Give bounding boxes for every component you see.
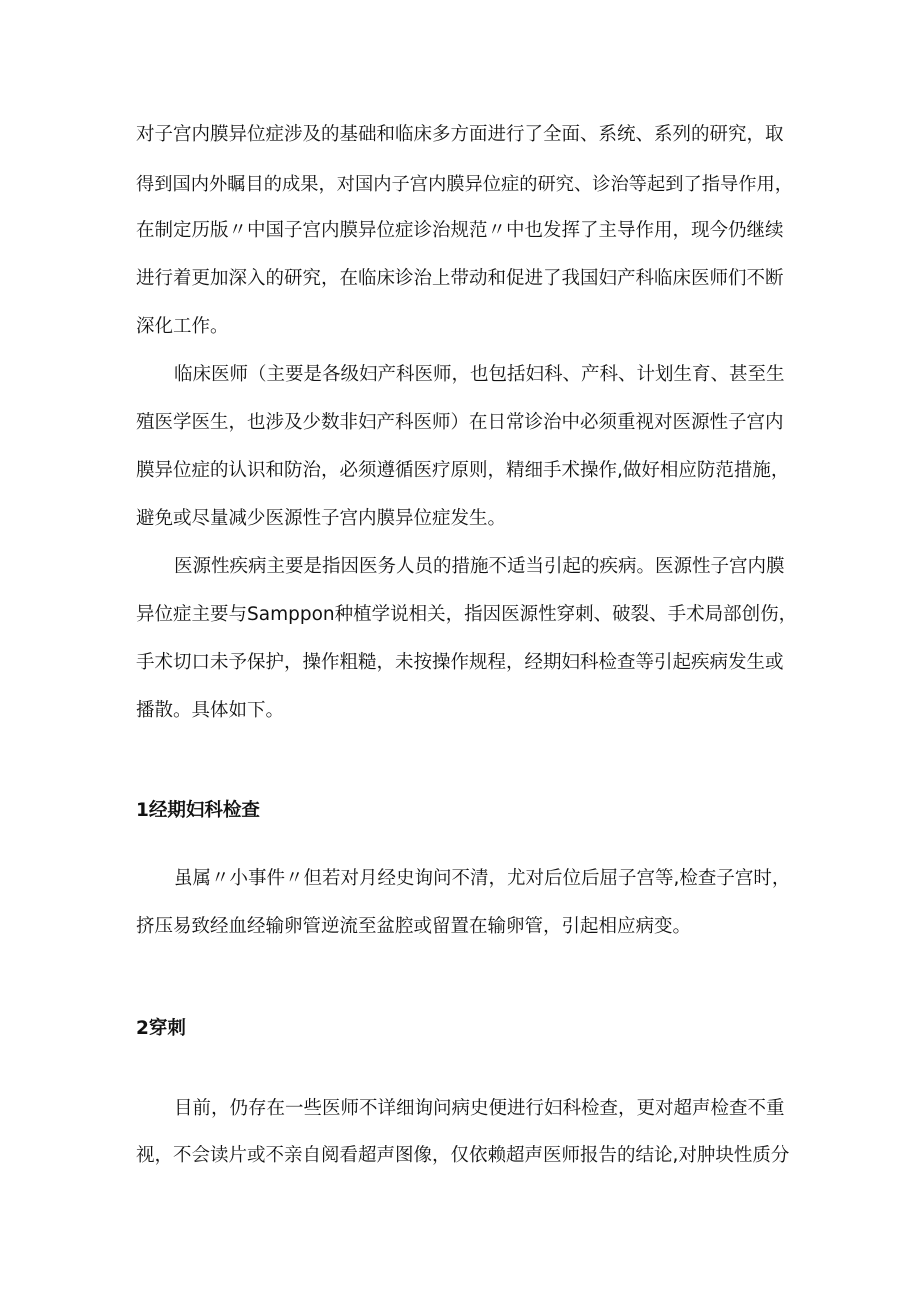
paragraph-line: 膜异位症的认识和防治，必须遵循医疗原则，精细手术操作,做好相应防范措施， (136, 460, 790, 481)
paragraph-line: 得到国内外瞩目的成果，对国内子宫内膜异位症的研究、诊治等起到了指导作用， (136, 174, 793, 195)
paragraph-line: 对子宫内膜异位症涉及的基础和临床多方面进行了全面、系统、系列的研究，取 (136, 124, 784, 145)
paragraph-line: 播散。具体如下。 (136, 700, 285, 721)
paragraph-line: 挤压易致经血经输卵管逆流至盆腔或留置在输卵管，引起相应病变。 (136, 916, 692, 937)
paragraph-line: 殖医学医生，也涉及少数非妇产科医师）在日常诊治中必须重视对医源性子宫内 (136, 412, 784, 433)
paragraph-line: 在制定历版〃中国子宫内膜异位症诊治规范〃中也发挥了主导作用，现今仍继续 (136, 220, 784, 241)
paragraph-line: 临床医师（主要是各级妇产科医师，也包括妇科、产科、计划生育、甚至生 (174, 364, 785, 385)
paragraph-line: 避免或尽量减少医源性子宫内膜异位症发生。 (136, 508, 507, 529)
paragraph-line: 虽属〃小事件〃但若对月经史询问不清，尤对后位后屈子宫等,检查子宫时， (174, 868, 791, 889)
paragraph-line: 手术切口未予保护，操作粗糙，未按操作规程，经期妇科检查等引起疾病发生或 (136, 652, 784, 673)
paragraph-line: 深化工作。 (136, 316, 229, 337)
paragraph-line: 进行着更加深入的研究，在临床诊治上带动和促进了我国妇产科临床医师们不断 (136, 268, 784, 289)
section-heading-2: 2穿刺 (136, 1018, 186, 1039)
paragraph-line: 医源性疾病主要是指因医务人员的措施不适当引起的疾病。医源性子宫内膜 (174, 556, 785, 577)
paragraph-line: 目前，仍存在一些医师不详细询问病史便进行妇科检查，更对超声检查不重 (174, 1098, 785, 1119)
paragraph-line: 异位症主要与Samppon种植学说相关，指因医源性穿刺、破裂、手术局部创伤， (136, 604, 798, 625)
section-heading-1: 1经期妇科检查 (136, 800, 260, 821)
paragraph-line: 视，不会读片或不亲自阅看超声图像，仅依赖超声医师报告的结论,对肿块性质分 (136, 1145, 790, 1166)
